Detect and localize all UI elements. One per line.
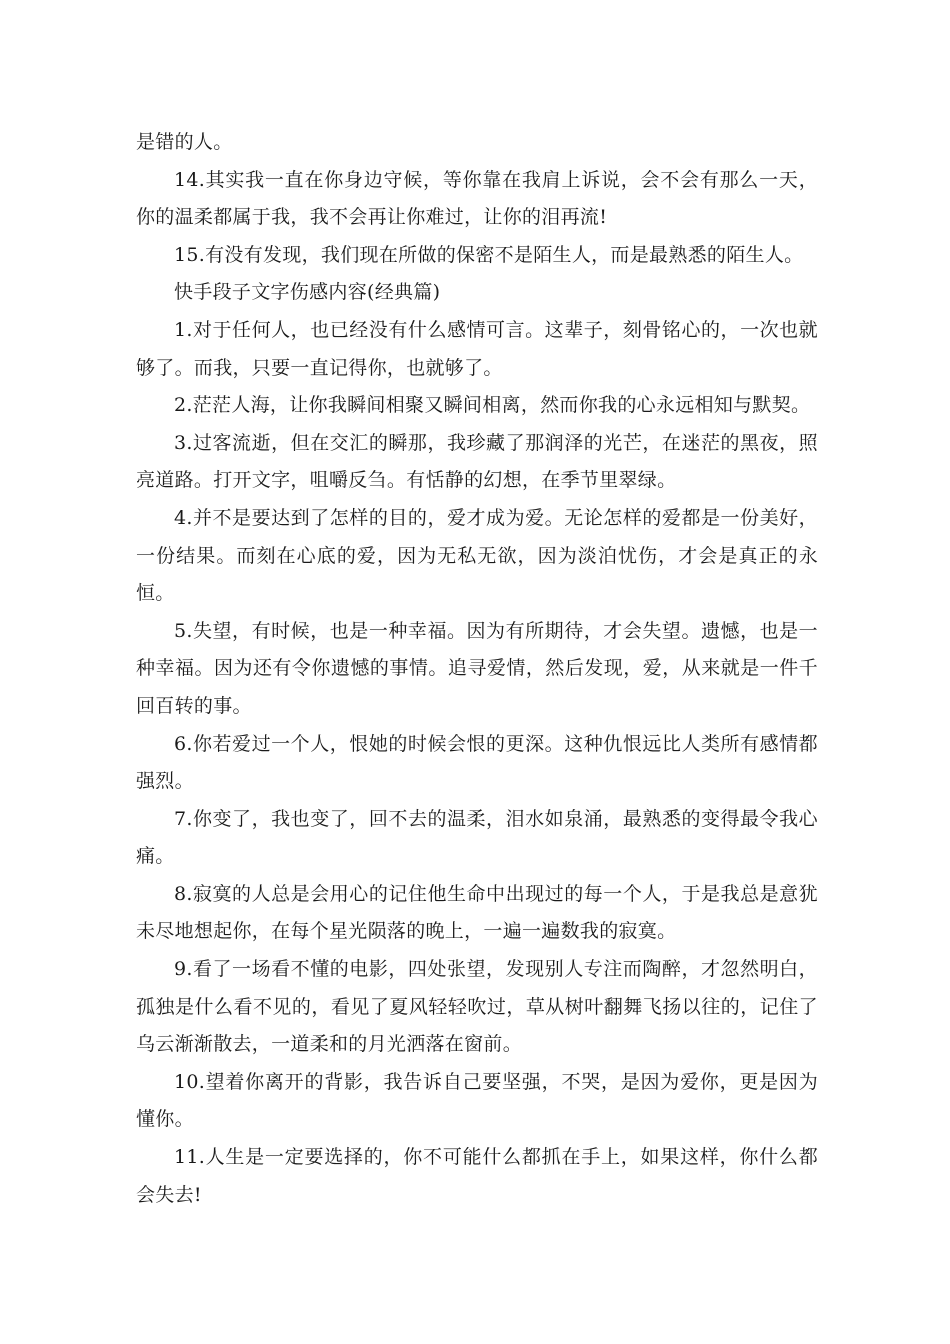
paragraph-item-8: 8.寂寞的人总是会用心的记住他生命中出现过的每一个人，于是我总是意犹未尽地想起你，在每个星光陨落的晚上，一遍一遍数我的寂寞。 <box>136 882 818 943</box>
paragraph-item-15: 15.有没有发现，我们现在所做的保密不是陌生人，而是最熟悉的陌生人。 <box>174 243 804 266</box>
paragraph-item-11: 11.人生是一定要选择的，你不可能什么都抓在手上，如果这样，你什么都会失去! <box>136 1146 818 1206</box>
paragraph-item-6: 6.你若爱过一个人，恨她的时候会恨的更深。这种仇恨远比人类所有感情都强烈。 <box>136 732 818 793</box>
paragraph-item-2: 2.茫茫人海，让你我瞬间相聚又瞬间相离，然而你我的心永远相知与默契。 <box>174 394 811 417</box>
paragraph-item-5: 5.失望，有时候，也是一种幸福。因为有所期待，才会失望。遗憾，也是一种幸福。因为还有令你遗憾的事情。追寻爱情，然后发现，爱，从来就是一件千回百转的事。 <box>136 619 818 717</box>
paragraph-item-1: 1.对于任何人，也已经没有什么感情可言。这辈子，刻骨铭心的，一次也就够了。而我，只要一直记得你，也就够了。 <box>136 318 818 379</box>
paragraph-item-14: 14.其实我一直在你身边守候，等你靠在我肩上诉说，会不会有那么一天，你的温柔都属于我，我不会再让你难过，让你的泪再流! <box>136 168 818 229</box>
paragraph-continuation: 是错的人。 <box>136 131 233 153</box>
paragraph-item-7: 7.你变了，我也变了，回不去的温柔，泪水如泉涌，最熟悉的变得最令我心痛。 <box>136 807 818 868</box>
document-body <box>136 124 818 1214</box>
paragraph-item-3: 3.过客流逝，但在交汇的瞬那，我珍藏了那润泽的光芒，在迷茫的黑夜，照亮道路。打开文字，咀嚼反刍。有恬静的幻想，在季节里翠绿。 <box>136 431 818 492</box>
paragraph-item-9: 9.看了一场看不懂的电影，四处张望，发现别人专注而陶醉，才忽然明白，孤独是什么看不见的，看见了夏风轻轻吹过，草从树叶翻舞飞扬以往的，记住了乌云渐渐散去，一道柔和的月光洒落在窗前。 <box>136 958 818 1056</box>
paragraph-item-4: 4.并不是要达到了怎样的目的，爱才成为爱。无论怎样的爱都是一份美好，一份结果。而刻在心底的爱，因为无私无欲，因为淡泊忧伤，才会是真正的永恒。 <box>136 506 818 605</box>
section-heading: 快手段子文字伤感内容(经典篇) <box>174 281 441 304</box>
paragraph-item-10: 10.望着你离开的背影，我告诉自己要坚强，不哭，是因为爱你，更是因为懂你。 <box>136 1070 818 1131</box>
